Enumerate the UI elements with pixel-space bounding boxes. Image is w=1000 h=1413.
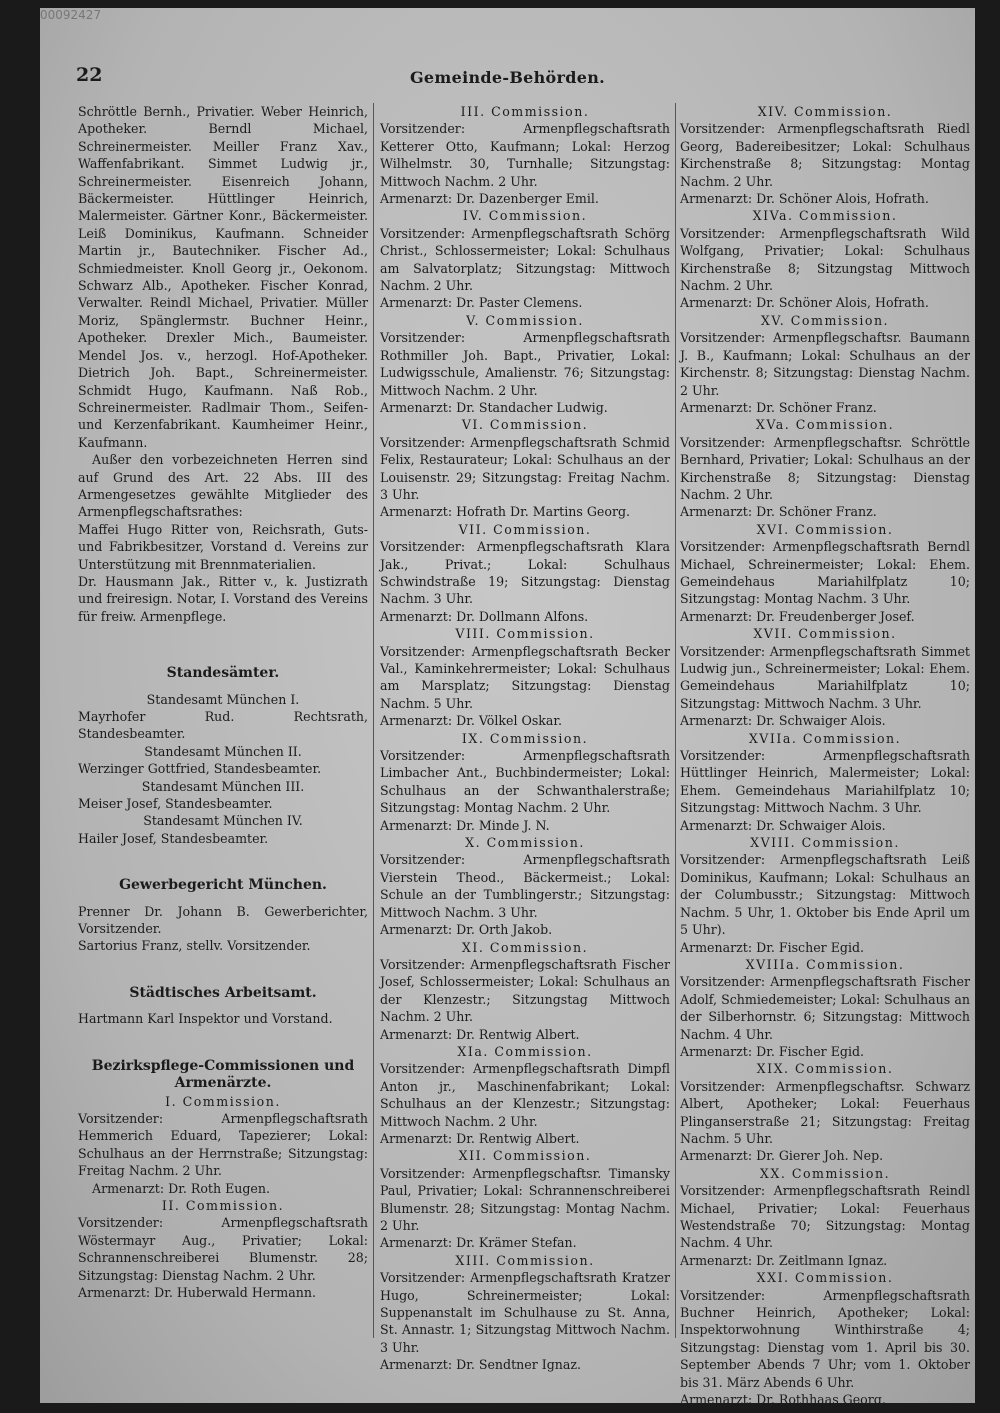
office-entry: Hailer Josef, Standesbeamter. (78, 830, 269, 846)
commission-physician: Armenarzt: Dr. Paster Clemens. (380, 295, 583, 311)
commission-text: Vorsitzender: Armenpflegschaftsrath Leiß Dominikus, Kaufmann; Lokal: Schulhaus an der Columbusstr.; Sitzungstag: Mittwoch Nachm. 5 Uhr, 1. Oktober bis Ende April um 5 Uhr). (680, 852, 970, 938)
commission-block (380, 416, 670, 520)
section-heading-bezirkspflege: Bezirkspflege-Commissionen und (91, 1057, 355, 1074)
commission-physician: Armenarzt: Dr. Fischer Egid. (680, 1043, 865, 1059)
commission-text: Vorsitzender: Armenpflegschaftsrath Hemmerich Eduard, Tapezierer; Lokal: Schulhaus an der Herrnstraße; Sitzungstag: Freitag Nachm. 2 Uhr. (78, 1110, 368, 1179)
commission-text: Vorsitzender: Armenpflegschaftsrath Wöstermayr Aug., Privatier; Lokal: Schrannenschreiberei Blumenstr. 28; Sitzungstag: Dienstag Nachm. 2 Uhr. (78, 1215, 368, 1283)
commission-name: XV. Commission. (760, 312, 890, 328)
commission-physician: Armenarzt: Dr. Roth Eugen. (92, 1180, 271, 1196)
commission-physician: Armenarzt: Dr. Rothhaas Georg. (680, 1392, 886, 1408)
page-number: 22 (76, 64, 103, 86)
commission-name: VIII. Commission. (455, 626, 595, 642)
commission-text: Vorsitzender: Armenpflegschaftsrath Schörg Christ., Schlossermeister; Lokal: Schulhaus am Salvatorplatz; Sitzungstag: Mittwoch Nachm. 2 Uhr. (380, 225, 670, 294)
column-3 (680, 103, 970, 1408)
column-1 (78, 103, 368, 1301)
member-entry: Sartorius Franz, stellv. Vorsitzender. (78, 938, 311, 954)
commission-physician: Armenarzt: Dr. Schwaiger Alois. (680, 713, 886, 729)
commission-block (680, 521, 970, 625)
running-head: Gemeinde-Behörden. (409, 68, 606, 87)
commission-text: Vorsitzender: Armenpflegschaftsrath Dimpfl Anton jr., Maschinenfabrikant; Lokal: Schulhaus an der Klenzestr.; Sitzungstag: Mittwoch Nachm. 2 Uhr. (380, 1061, 670, 1129)
commission-name: XIVa. Commission. (752, 208, 898, 224)
commission-block (380, 521, 670, 625)
office-entry: Werzinger Gottfried, Standesbeamter. (78, 761, 322, 777)
commission-name: XIV. Commission. (757, 104, 893, 119)
commission-text: Vorsitzender: Armenpflegschaftsrath Simmet Ludwig jun., Schreinermeister; Lokal: Ehem. Gemeindehaus Mariahilfplatz 10; Sitzungstag: Mittwoch Nachm. 3 Uhr. (680, 643, 970, 711)
commission-text: Vorsitzender: Armenpflegschaftsrath Vierstein Theod., Bäckermeist.; Lokal: Schule an der Tumblingerstr.; Sitzungstag: Mittwoch Nachm. 3 Uhr. (380, 852, 670, 920)
commission-block (380, 312, 670, 416)
commission-physician: Armenarzt: Dr. Huberwald Hermann. (78, 1284, 316, 1300)
commission-physician: Armenarzt: Dr. Gierer Joh. Nep. (680, 1148, 884, 1164)
commission-text: Vorsitzender: Armenpflegschaftsrath Reindl Michael, Privatier; Lokal: Feuerhaus Westendstraße 70; Sitzungstag: Montag Nachm. 4 Uhr. (680, 1183, 970, 1251)
commission-text: Vorsitzender: Armenpflegschaftsr. Schröttle Bernhard, Privatier; Lokal: Schulhaus an der Kirchenstraße 8; Sitzungstag: Dienstag Nachm. 2 Uhr. (680, 434, 970, 502)
commission-name: X. Commission. (465, 835, 585, 851)
commission-name: III. Commission. (460, 104, 590, 119)
commission-name: XVIIa. Commission. (748, 730, 902, 746)
commission-name: XXI. Commission. (756, 1270, 894, 1286)
commission-physician: Armenarzt: Dr. Zeitlmann Ignaz. (680, 1252, 888, 1268)
commission-text: Vorsitzender: Armenpflegschaftsrath Buchner Heinrich, Apotheker; Lokal: Inspektorwohnung Winthirstraße 4; Sitzungstag: Dienstag vom 1. April bis 30. September Abends 7 Uhr; vom 1. Oktober bis 31. März Abends 6 Uhr. (680, 1287, 970, 1390)
commission-block (380, 939, 670, 1043)
commission-block (380, 730, 670, 834)
commission-name: I. Commission. (165, 1093, 281, 1109)
commission-physician: Armenarzt: Dr. Orth Jakob. (380, 922, 553, 938)
member-entry: Dr. Hausmann Jak., Ritter v., k. Justizrath und freiresign. Notar, I. Vorstand des Vereins für freiw. Armenpflege. (78, 573, 368, 624)
commission-block (380, 625, 670, 729)
commission-block (680, 1165, 970, 1269)
member-list: Schröttle Bernh., Privatier. Weber Heinrich, Apotheker. Berndl Michael, Schreinermeister. Meiller Franz Xav., Waffenfabrikant. Simmet Ludwig jr., Schreinermeister. Eisenreich Johann, Bäckermeister. Hüttlinger Heinrich, Malermeister. Gärtner Konr., Bäckermeister. Leiß Dominikus, Kaufmann. Schneider Martin jr., Bautechniker. Fischer Ad., Schmiedmeister. Knoll Georg jr., Oekonom. Schwarz Alb., Apotheker. Fischer Konrad, Verwalter. Reindl Michael, Privatier. Müller Moriz, Spänglermstr. Buchner Heinr., Apotheker. Drexler Mich., Baumeister. Mendel Jos. v., herzogl. Hof-Apotheker. Dietrich Joh. Bapt., Schreinermeister. Schmidt Hugo, Kaufmann. Naß Rob., Schreinermeister. Radlmair Thom., Seifen- und Kerzenfabrikant. Kaumheimer Heinr., Kaufmann. (78, 104, 368, 450)
commission-physician: Armenarzt: Dr. Schwaiger Alois. (680, 817, 886, 833)
commission-text: Vorsitzender: Armenpflegschaftsrath Rothmiller Joh. Bapt., Privatier, Lokal: Ludwigsschule, Amalienstr. 76; Sitzungstag: Mittwoch Nachm. 2 Uhr. (380, 330, 670, 398)
commission-text: Vorsitzender: Armenpflegschaftsrath Becker Val., Kaminkehrermeister; Lokal: Schulhaus am Marsplatz; Sitzungstag: Dienstag Nachm. 5 Uhr. (380, 643, 670, 711)
commission-block (680, 625, 970, 729)
commission-physician: Armenarzt: Dr. Fischer Egid. (680, 939, 865, 955)
commission-name: XVa. Commission. (755, 417, 895, 433)
commission-physician: Armenarzt: Dr. Freudenberger Josef. (680, 608, 915, 624)
commission-name: XX. Commission. (759, 1165, 891, 1181)
commission-text: Vorsitzender: Armenpflegschaftsrath Fischer Adolf, Schmiedemeister; Lokal: Schulhaus an der Silberhornstr. 6; Sitzungstag: Mittwoch Nachm. 4 Uhr. (680, 974, 970, 1042)
commission-name: IX. Commission. (461, 730, 589, 746)
paragraph: Außer den vorbezeichneten Herren sind auf Grund des Art. 22 Abs. III des Armengesetzes gewählte Mitglieder des Armenpflegschaftsrathes: (78, 452, 368, 520)
commission-physician: Armenarzt: Dr. Dazenberger Emil. (380, 191, 599, 207)
commission-physician: Armenarzt: Dr. Schöner Franz. (680, 504, 877, 520)
commission-block (680, 956, 970, 1060)
commission-text: Vorsitzender: Armenpflegschaftsrath Fischer Josef, Schlossermeister; Lokal: Schulhaus an der Klenzestr.; Sitzungstag Mittwoch Nachm. 2 Uhr. (380, 956, 670, 1025)
commission-name: XIa. Commission. (457, 1043, 593, 1059)
edge-number: 00092427 (40, 8, 102, 22)
commission-block (380, 1043, 670, 1147)
member-entry: Hartmann Karl Inspektor und Vorstand. (78, 1011, 333, 1027)
commission-text: Vorsitzender: Armenpflegschaftsrath Schmid Felix, Restaurateur; Lokal: Schulhaus an der Louisenstr. 29; Sitzungstag: Freitag Nachm. 3 Uhr. (380, 434, 670, 502)
commission-physician: Armenarzt: Dr. Völkel Oskar. (380, 713, 563, 729)
section-heading-arbeitsamt: Städtisches Arbeitsamt. (129, 984, 317, 1001)
commission-name: XVII. Commission. (753, 626, 897, 642)
commission-text: Vorsitzender: Armenpflegschaftsr. Schwarz Albert, Apotheker; Lokal: Feuerhaus Plinganserstraße 21; Sitzungstag: Freitag Nachm. 5 Uhr. (680, 1078, 970, 1146)
commission-name: XII. Commission. (458, 1148, 592, 1164)
commission-text: Vorsitzender: Armenpflegschaftsrath Klara Jak., Privat.; Lokal: Schulhaus Schwindstraße 19; Sitzungstag: Dienstag Nachm. 3 Uhr. (380, 539, 670, 607)
commission-text: Vorsitzender: Armenpflegschaftsr. Timansky Paul, Privatier; Lokal: Schrannenschreiberei Blumenstr. 28; Sitzungstag: Montag Nachm. 2 Uhr. (380, 1165, 670, 1233)
member-entry: Prenner Dr. Johann B. Gewerberichter, Vorsitzender. (78, 903, 368, 937)
commission-block (680, 1269, 970, 1408)
office-entry: Meiser Josef, Standesbeamter. (78, 796, 273, 812)
office-name: Standesamt München IV. (143, 813, 303, 829)
commission-text: Vorsitzender: Armenpflegschaftsrath Kratzer Hugo, Schreinermeister; Lokal: Suppenanstalt im Schulhause zu St. Anna, St. Annastr. 1; Sitzungstag Mittwoch Nachm. 3 Uhr. (380, 1270, 670, 1355)
commission-physician: Armenarzt: Dr. Krämer Stefan. (380, 1235, 577, 1251)
commission-block (680, 834, 970, 956)
commission-name: XI. Commission. (461, 939, 589, 955)
section-heading-armenaerzte: Armenärzte. (174, 1075, 272, 1092)
office-name: Standesamt München III. (141, 778, 305, 794)
commission-name: II. Commission. (161, 1197, 285, 1213)
commission-name: XIII. Commission. (455, 1252, 595, 1268)
commission-physician: Armenarzt: Dr. Schöner Alois, Hofrath. (680, 295, 929, 311)
office-name: Standesamt München I. (146, 691, 300, 707)
commission-text: Vorsitzender: Armenpflegschaftsr. Baumann J. B., Kaufmann; Lokal: Schulhaus an der Kirchenstr. 8; Sitzungstag: Dienstag Nachm. 2 Uhr. (680, 330, 970, 398)
commission-text: Vorsitzender: Armenpflegschaftsrath Limbacher Ant., Buchbindermeister; Lokal: Schulhaus an der Schwanthalerstraße; Sitzungstag: Montag Nachm. 2 Uhr. (380, 748, 670, 816)
commission-physician: Armenarzt: Dr. Rentwig Albert. (380, 1130, 580, 1146)
commission-block (380, 1252, 670, 1374)
commission-block (680, 103, 970, 207)
section-heading-gewerbegericht: Gewerbegericht München. (119, 877, 327, 894)
commission-physician: Armenarzt: Dr. Schöner Franz. (680, 399, 877, 415)
commission-physician: Armenarzt: Dr. Schöner Alois, Hofrath. (680, 191, 929, 207)
commission-physician: Armenarzt: Dr. Rentwig Albert. (380, 1026, 580, 1042)
commission-physician: Armenarzt: Dr. Sendtner Ignaz. (380, 1357, 582, 1373)
commission-block (380, 1147, 670, 1251)
commission-name: XVIII. Commission. (750, 835, 900, 851)
commission-name: VII. Commission. (458, 521, 592, 537)
commission-block (380, 103, 670, 207)
commission-physician: Armenarzt: Dr. Minde J. N. (380, 817, 550, 833)
commission-text: Vorsitzender: Armenpflegschaftsrath Riedl Georg, Badereibesitzer; Lokal: Schulhaus Kirchenstraße 8; Sitzungstag: Montag Nachm. 2 Uhr. (680, 121, 970, 189)
commission-name: V. Commission. (466, 312, 584, 328)
commission-physician: Armenarzt: Hofrath Dr. Martins Georg. (380, 504, 631, 520)
commission-name: VI. Commission. (461, 417, 589, 433)
office-entry: Mayrhofer Rud. Rechtsrath, Standesbeamter. (78, 709, 368, 742)
commission-name: XVI. Commission. (756, 521, 894, 537)
commission-text: Vorsitzender: Armenpflegschaftsrath Wild Wolfgang, Privatier; Lokal: Schulhaus Kirchenstraße 8; Sitzungstag Mittwoch Nachm. 2 Uhr. (680, 225, 970, 294)
commission-name: IV. Commission. (462, 208, 588, 224)
commission-text: Vorsitzender: Armenpflegschaftsrath Ketterer Otto, Kaufmann; Lokal: Herzog Wilhelmstr. 30, Turnhalle; Sitzungstag: Mittwoch Nachm. 2 Uhr. (380, 121, 670, 189)
column-divider (373, 103, 374, 1338)
commission-block (380, 834, 670, 938)
commission-block (680, 1060, 970, 1164)
commission-name: XVIIIa. Commission. (745, 956, 905, 972)
commission-block (680, 312, 970, 416)
commission-block (680, 730, 970, 834)
commission-physician: Armenarzt: Dr. Dollmann Alfons. (380, 608, 589, 624)
commission-block (380, 207, 670, 311)
member-entry: Maffei Hugo Ritter von, Reichsrath, Guts- und Fabrikbesitzer, Vorstand d. Vereins zur Unterstützung mit Brennmaterialien. (78, 521, 368, 572)
column-divider (675, 103, 676, 1338)
column-2 (380, 103, 670, 1374)
commission-text: Vorsitzender: Armenpflegschaftsrath Berndl Michael, Schreinermeister; Lokal: Ehem. Gemeindehaus Mariahilfplatz 10; Sitzungstag: Montag Nachm. 3 Uhr. (680, 539, 970, 607)
office-name: Standesamt München II. (144, 743, 302, 759)
commission-block (680, 416, 970, 520)
commission-block (680, 207, 970, 311)
document-page (40, 8, 975, 1408)
commission-name: XIX. Commission. (756, 1061, 894, 1077)
commission-text: Vorsitzender: Armenpflegschaftsrath Hüttlinger Heinrich, Malermeister; Lokal: Ehem. Gemeindehaus Mariahilfplatz 10; Sitzungstag: Mittwoch Nachm. 3 Uhr. (680, 748, 970, 816)
commission-physician: Armenarzt: Dr. Standacher Ludwig. (380, 399, 608, 415)
section-heading-standesaemter: Standesämter. (166, 665, 280, 682)
